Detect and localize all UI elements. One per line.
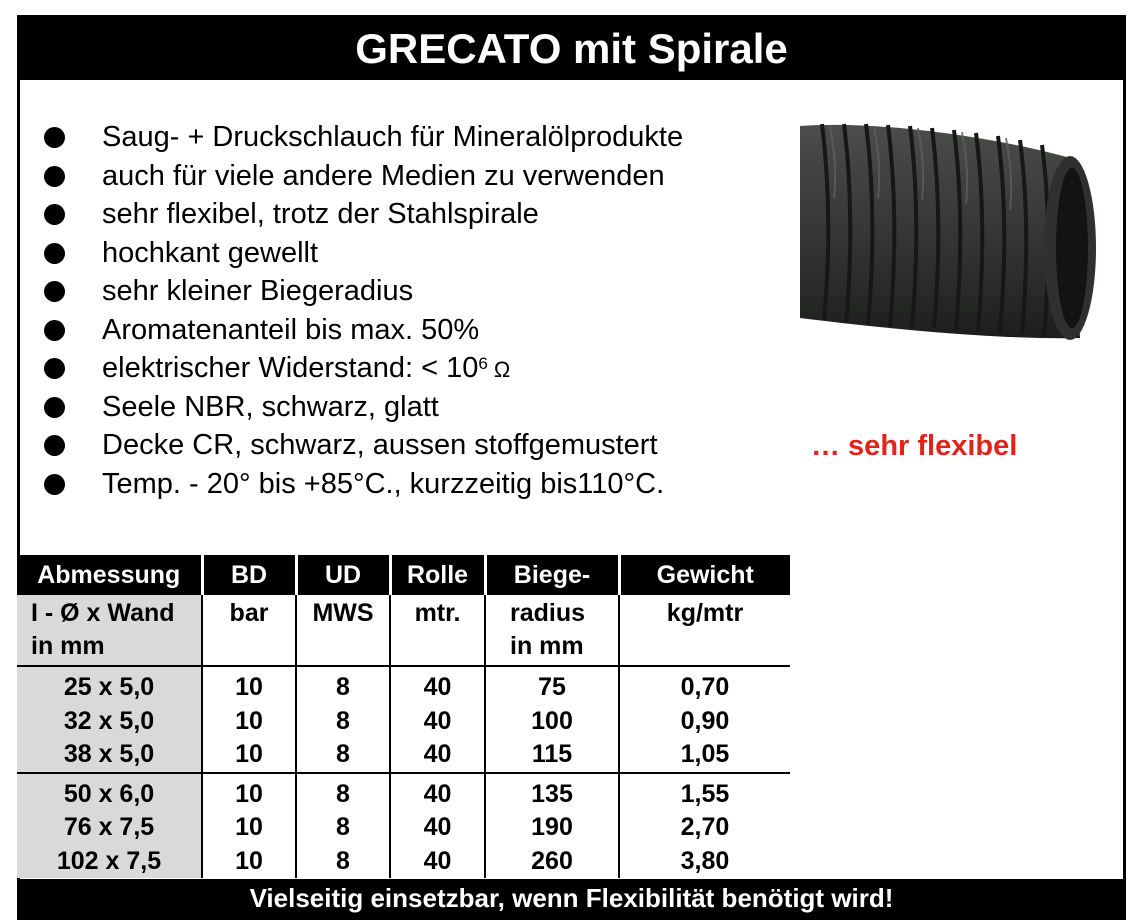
- feature-item: Saug- + Druckschlauch für Mineralölprodukte: [42, 118, 683, 157]
- table-unit-row: [17, 595, 790, 666]
- unit-bd: bar: [202, 595, 296, 666]
- cell-roll: 40: [390, 811, 485, 845]
- unit-roll: mtr.: [390, 595, 485, 666]
- cell-bd: 10: [202, 773, 296, 812]
- feature-item: auch für viele andere Medien zu verwenden: [42, 157, 683, 196]
- cell-bend: 135: [485, 773, 619, 812]
- page-title: GRECATO mit Spirale: [20, 18, 1123, 80]
- footer-slogan: Vielseitig einsetzbar, wenn Flexibilität benötigt wird!: [20, 879, 1123, 917]
- bullet-icon: [44, 127, 65, 148]
- cell-bend: 190: [485, 811, 619, 845]
- cell-roll: 40: [390, 666, 485, 705]
- bullet-icon: [44, 435, 65, 456]
- table-row: [17, 738, 790, 773]
- cell-bd: 10: [202, 845, 296, 879]
- cell-ud: 8: [296, 845, 390, 879]
- unit-dimension: I - Ø x Wand in mm: [17, 595, 202, 666]
- resistance-exponent: 6: [478, 354, 488, 373]
- table-row: [17, 773, 790, 812]
- bullet-icon: [44, 358, 65, 379]
- feature-item: Seele NBR, schwarz, glatt: [42, 388, 683, 427]
- cell-bend: 75: [485, 666, 619, 705]
- cell-dimension: 76 x 7,5: [17, 811, 202, 845]
- cell-dimension: 32 x 5,0: [17, 705, 202, 739]
- unit-weight: kg/mtr: [619, 595, 790, 666]
- cell-weight: 0,70: [680, 673, 730, 701]
- bullet-icon: [44, 320, 65, 341]
- cell-weight: 1,55: [680, 779, 730, 808]
- bullet-icon: [44, 204, 65, 225]
- cell-roll: 40: [390, 705, 485, 739]
- cell-ud: 8: [296, 811, 390, 845]
- cell-ud: 8: [296, 773, 390, 812]
- table-row: [17, 666, 790, 705]
- bullet-icon: [44, 397, 65, 418]
- column-header-bend: Biege-: [485, 555, 619, 595]
- column-header-roll: Rolle: [390, 555, 485, 595]
- cell-bend: 100: [485, 705, 619, 739]
- cell-roll: 40: [390, 845, 485, 879]
- unit-ud: MWS: [296, 595, 390, 666]
- cell-bd: 10: [202, 705, 296, 739]
- ohm-unit: Ω: [493, 357, 511, 382]
- cell-weight: 1,05: [619, 738, 790, 773]
- cell-dimension: 102 x 7,5: [17, 845, 202, 879]
- table-row: [17, 705, 790, 739]
- cell-weight: 3,80: [680, 846, 730, 875]
- cell-roll: 40: [390, 773, 485, 812]
- product-sheet: [17, 15, 1126, 920]
- cell-ud: 8: [296, 738, 390, 773]
- bullet-icon: [44, 474, 65, 495]
- cell-bend: 115: [485, 738, 619, 773]
- bullet-icon: [44, 243, 65, 264]
- feature-item: hochkant gewellt: [42, 234, 683, 273]
- flexibility-label: … sehr flexibel: [811, 430, 1018, 462]
- unit-bend: radius in mm: [485, 595, 619, 666]
- feature-item: sehr kleiner Biegeradius: [42, 272, 683, 311]
- hose-image: [800, 118, 1100, 343]
- cell-dimension: 25 x 5,0: [17, 666, 202, 705]
- cell-roll: 40: [390, 738, 485, 773]
- cell-dimension: 50 x 6,0: [17, 773, 202, 812]
- table-row: [17, 845, 790, 879]
- cell-weight: 2,70: [680, 813, 730, 841]
- column-header-weight: Gewicht: [619, 555, 790, 595]
- column-header-ud: UD: [296, 555, 390, 595]
- cell-weight: 0,90: [680, 706, 730, 735]
- bullet-icon: [44, 281, 65, 302]
- feature-item: Aromatenanteil bis max. 50%: [42, 311, 683, 350]
- column-header-bd: BD: [202, 555, 296, 595]
- cell-dimension: 38 x 5,0: [17, 738, 202, 773]
- column-header-dimension: Abmessung: [17, 555, 202, 595]
- feature-item: Temp. - 20° bis +85°C., kurzzeitig bis110°C.: [42, 465, 683, 504]
- cell-bd: 10: [202, 666, 296, 705]
- dimension-table: [17, 555, 790, 878]
- feature-list: [42, 118, 683, 503]
- feature-item-resistance: elektrischer Widerstand: < $10^6$ Ω: [42, 349, 683, 388]
- bullet-icon: [44, 166, 65, 187]
- cell-ud: 8: [296, 705, 390, 739]
- cell-ud: 8: [296, 666, 390, 705]
- table-row: [17, 811, 790, 845]
- cell-bd: 10: [202, 811, 296, 845]
- cell-bd: 10: [202, 738, 296, 773]
- cell-bend: 260: [485, 845, 619, 879]
- table-header-row: [17, 555, 790, 595]
- feature-item: sehr flexibel, trotz der Stahlspirale: [42, 195, 683, 234]
- feature-item: Decke CR, schwarz, aussen stoffgemustert: [42, 426, 683, 465]
